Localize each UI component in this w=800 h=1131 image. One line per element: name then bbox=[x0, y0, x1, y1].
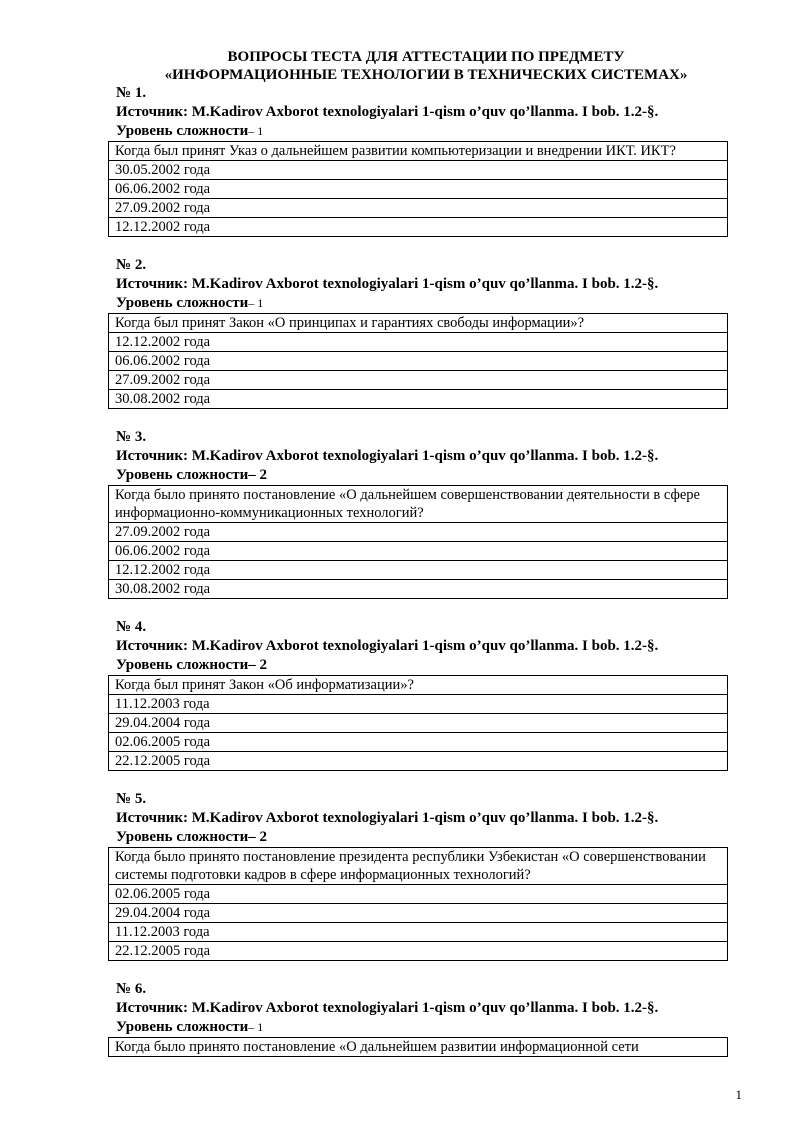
question-block-4 bbox=[116, 618, 736, 771]
difficulty-level bbox=[116, 122, 736, 141]
answer-option: 30.08.2002 года bbox=[109, 580, 728, 599]
answer-row bbox=[109, 714, 728, 733]
question-text: Когда был принят Закон «О принципах и гарантиях свободы информации»? bbox=[109, 314, 728, 333]
answer-option: 30.08.2002 года bbox=[109, 390, 728, 409]
question-text: Когда было принято постановление президента республики Узбекистан «О совершенствовании системы подготовки кадров в сфере информационных технологий? bbox=[109, 848, 728, 885]
question-block-5 bbox=[116, 790, 736, 961]
answer-row bbox=[109, 371, 728, 390]
answer-option: 06.06.2002 года bbox=[109, 180, 728, 199]
answer-row bbox=[109, 218, 728, 237]
answer-row bbox=[109, 333, 728, 352]
answer-row bbox=[109, 752, 728, 771]
answer-row bbox=[109, 580, 728, 599]
question-text: Когда был принят Закон «Об информатизации»? bbox=[109, 676, 728, 695]
question-source: Источник: M.Kadirov Axborot texnologiyalari 1-qism o’quv qo’llanma. I bob. 1.2-§. bbox=[116, 1000, 659, 1016]
answer-option: 22.12.2005 года bbox=[109, 942, 728, 961]
question-row bbox=[109, 314, 728, 333]
answer-option: 06.06.2002 года bbox=[109, 352, 728, 371]
question-block-2 bbox=[116, 256, 736, 409]
question-source: Источник: M.Kadirov Axborot texnologiyalari 1-qism o’quv qo’llanma. I bob. 1.2-§. bbox=[116, 104, 659, 120]
answer-row bbox=[109, 161, 728, 180]
difficulty-value: – 2 bbox=[248, 657, 267, 673]
document-title bbox=[116, 48, 736, 84]
difficulty-label: Уровень сложности bbox=[116, 295, 249, 311]
answer-row bbox=[109, 542, 728, 561]
answer-row bbox=[109, 180, 728, 199]
question-text: Когда было принято постановление «О дальнейшем совершенствовании деятельности в сфере информационно-коммуникационных технологий? bbox=[109, 486, 728, 523]
answer-option: 02.06.2005 года bbox=[109, 733, 728, 752]
difficulty-value: – 1 bbox=[248, 296, 264, 310]
question-number: № 5. bbox=[116, 791, 147, 807]
difficulty-label: Уровень сложности bbox=[116, 123, 249, 139]
answer-option: 02.06.2005 года bbox=[109, 885, 728, 904]
answer-row bbox=[109, 199, 728, 218]
answer-option: 27.09.2002 года bbox=[109, 523, 728, 542]
difficulty-level bbox=[116, 294, 736, 313]
question-row bbox=[109, 676, 728, 695]
answer-option: 12.12.2002 года bbox=[109, 333, 728, 352]
difficulty-value: – 1 bbox=[248, 1020, 264, 1034]
question-source: Источник: M.Kadirov Axborot texnologiyalari 1-qism o’quv qo’llanma. I bob. 1.2-§. bbox=[116, 810, 659, 826]
question-block-6 bbox=[116, 980, 736, 1057]
question-table bbox=[108, 313, 728, 409]
answer-row bbox=[109, 942, 728, 961]
question-source: Источник: M.Kadirov Axborot texnologiyalari 1-qism o’quv qo’llanma. I bob. 1.2-§. bbox=[116, 448, 659, 464]
difficulty-level bbox=[116, 466, 736, 485]
answer-row bbox=[109, 352, 728, 371]
answer-option: 27.09.2002 года bbox=[109, 371, 728, 390]
answer-option: 06.06.2002 года bbox=[109, 542, 728, 561]
question-table bbox=[108, 141, 728, 237]
answer-option: 30.05.2002 года bbox=[109, 161, 728, 180]
document-page bbox=[116, 48, 736, 1057]
answer-option: 11.12.2003 года bbox=[109, 923, 728, 942]
question-text: Когда был принят Указ о дальнейшем развитии компьютеризации и внедрении ИКТ. ИКТ? bbox=[109, 142, 728, 161]
answer-option: 22.12.2005 года bbox=[109, 752, 728, 771]
question-source: Источник: M.Kadirov Axborot texnologiyalari 1-qism o’quv qo’llanma. I bob. 1.2-§. bbox=[116, 276, 659, 292]
answer-option: 29.04.2004 года bbox=[109, 904, 728, 923]
answer-option: 12.12.2002 года bbox=[109, 218, 728, 237]
question-text: Когда было принято постановление «О дальнейшем развитии информационной сети bbox=[109, 1038, 728, 1057]
answer-option: 27.09.2002 года bbox=[109, 199, 728, 218]
question-table bbox=[108, 847, 728, 961]
question-number: № 1. bbox=[116, 85, 147, 101]
question-table bbox=[108, 675, 728, 771]
question-row bbox=[109, 142, 728, 161]
question-table bbox=[108, 1037, 728, 1057]
question-number: № 2. bbox=[116, 257, 147, 273]
answer-row bbox=[109, 923, 728, 942]
page-number: 1 bbox=[735, 1087, 742, 1102]
difficulty-level bbox=[116, 828, 736, 847]
difficulty-label: Уровень сложности bbox=[116, 657, 249, 673]
difficulty-label: Уровень сложности bbox=[116, 1019, 249, 1035]
question-row bbox=[109, 1038, 728, 1057]
title-line-2: «ИНФОРМАЦИОННЫЕ ТЕХНОЛОГИИ В ТЕХНИЧЕСКИХ СИСТЕМАХ» bbox=[164, 67, 688, 83]
difficulty-value: – 2 bbox=[248, 829, 267, 845]
question-number: № 6. bbox=[116, 981, 147, 997]
difficulty-value: – 2 bbox=[248, 467, 267, 483]
difficulty-value: – 1 bbox=[248, 124, 264, 138]
difficulty-label: Уровень сложности bbox=[116, 829, 249, 845]
question-row bbox=[109, 848, 728, 885]
answer-row bbox=[109, 390, 728, 409]
question-source: Источник: M.Kadirov Axborot texnologiyalari 1-qism o’quv qo’llanma. I bob. 1.2-§. bbox=[116, 638, 659, 654]
question-number: № 3. bbox=[116, 429, 147, 445]
answer-option: 11.12.2003 года bbox=[109, 695, 728, 714]
answer-option: 12.12.2002 года bbox=[109, 561, 728, 580]
question-block-3 bbox=[116, 428, 736, 599]
question-block-1 bbox=[116, 84, 736, 237]
answer-row bbox=[109, 733, 728, 752]
difficulty-label: Уровень сложности bbox=[116, 467, 249, 483]
answer-row bbox=[109, 561, 728, 580]
difficulty-level bbox=[116, 656, 736, 675]
question-table bbox=[108, 485, 728, 599]
answer-row bbox=[109, 904, 728, 923]
answer-row bbox=[109, 885, 728, 904]
question-row bbox=[109, 486, 728, 523]
answer-row bbox=[109, 695, 728, 714]
answer-row bbox=[109, 523, 728, 542]
title-line-1: ВОПРОСЫ ТЕСТА ДЛЯ АТТЕСТАЦИИ ПО ПРЕДМЕТУ bbox=[227, 49, 625, 65]
difficulty-level bbox=[116, 1018, 736, 1037]
question-number: № 4. bbox=[116, 619, 147, 635]
answer-option: 29.04.2004 года bbox=[109, 714, 728, 733]
